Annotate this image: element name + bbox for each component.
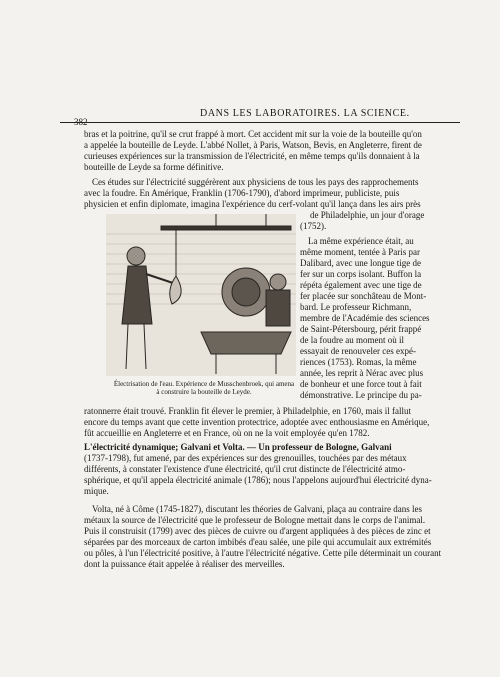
body-line: Dalibard, avec une longue tige de [300, 258, 421, 268]
section-heading-line: L'électricité dynamique; Galvani et Volta. — Un professeur de Bologne, Galvani [84, 442, 392, 452]
body-line: bras et la poitrine, qu'il se crut frappé à mort. Cet accident mit sur la voie de la bouteille qu'on [84, 129, 422, 139]
body-line: membre de l'Académie des sciences [300, 313, 430, 323]
body-line: de Saint-Pétersbourg, périt frappé [300, 324, 422, 334]
body-line: bouteille de Leyde sa forme définitive. [84, 162, 224, 172]
body-line: ou pôles, à l'un l'électricité positive, à l'autre l'électricité négative. Cette pile déterminait un courant [84, 548, 442, 558]
body-line: physicien et enfin diplomate, imagina l'expérience du cerf-volant qu'il lança dans les airs près [84, 199, 421, 209]
body-line: de Philadelphie, un jour d'orage [310, 210, 425, 220]
body-line: La même expérience était, au [308, 236, 414, 246]
caption-line: Électrisation de l'eau. Expérience de Musschenbroek, qui amena [113, 380, 295, 388]
body-line: a appelée la bouteille de Leyde. L'abbé Nollet, à Paris, Watson, Bevis, en Angleterre, firent de [84, 140, 422, 150]
body-line: fer sur un corps isolant. Buffon la [300, 269, 422, 279]
body-line: métaux la source de l'électricité que le professeur de Bologne mettait dans le corps de l'animal. [84, 515, 426, 525]
body-line: sphérique, et qu'il appela électricité animale (1786); nous l'appelons aujourd'hui électricité dyna- [84, 475, 432, 485]
body-line: de la foudre au moment où il [300, 335, 404, 345]
body-line: séparées par des morceaux de carton imbibés d'eau salée, une pile qui accumulait aux extrémités [84, 537, 432, 547]
body-line: encore du temps avant que cette invention protectrice, adoptée avec enthousiasme en Amérique, [84, 417, 430, 427]
body-line: année, les reprit à Nérac avec plus [300, 368, 424, 378]
body-line: Puis il construisit (1799) avec des pièces de cuivre ou d'argent appliquées à des pièces de zinc et [84, 526, 431, 536]
page-number: 382 [74, 117, 88, 127]
body-line: différents, à constater l'existence d'une électricité, qu'il crut distincte de l'électricité atmo- [84, 464, 406, 474]
header-rule [60, 122, 460, 123]
body-line: (1752). [300, 221, 327, 231]
body-line: répéta également avec une tige de [300, 280, 422, 290]
body-line: (1737-1798), fut amené, par des expériences sur des grenouilles, touchées par des métaux [84, 453, 407, 463]
body-line: Ces études sur l'électricité suggérèrent aux physiciens de tous les pays des rapprochements [92, 177, 419, 187]
body-line: démonstrative. Le principe du pa- [300, 390, 422, 400]
running-title: DANS LES LABORATOIRES. LA SCIENCE. [200, 108, 410, 119]
body-line: avec la foudre. En Amérique, Franklin (1706-1790), d'abord imprimeur, publiciste, puis [84, 188, 400, 198]
body-line: Volta, né à Côme (1745-1827), discutant les théories de Galvani, plaça au contraire dans les [92, 504, 422, 514]
body-line: riences (1753). Romas, la même [300, 357, 417, 367]
figure-caption [104, 380, 304, 396]
body-line: essayait de renouveler ces expé- [300, 346, 416, 356]
body-line: mique. [84, 486, 109, 496]
body-line: fer placée sur sonchâteau de Mont- [300, 291, 427, 301]
body-line: de bonheur et une force tout à fait [300, 379, 422, 389]
engraving-illustration [106, 214, 296, 376]
body-line: même moment, tentée à Paris par [300, 247, 420, 257]
body-line: dont la puissance était appelée à réaliser des merveilles. [84, 559, 285, 569]
body-line: fût accueillie en Angleterre et en France, où on ne la voit employée qu'en 1782. [84, 428, 370, 438]
body-line: bard. Le professeur Richmann, [300, 302, 412, 312]
body-line: ratonnerre était trouvé. Franklin fit élever le premier, à Philadelphie, en 1760, mais il fallut [84, 406, 412, 416]
caption-line: à construire la bouteille de Leyde. [156, 388, 252, 396]
body-line: curieuses expériences sur la transmission de l'électricité, en même temps qu'ils donnaient à la [84, 151, 420, 161]
